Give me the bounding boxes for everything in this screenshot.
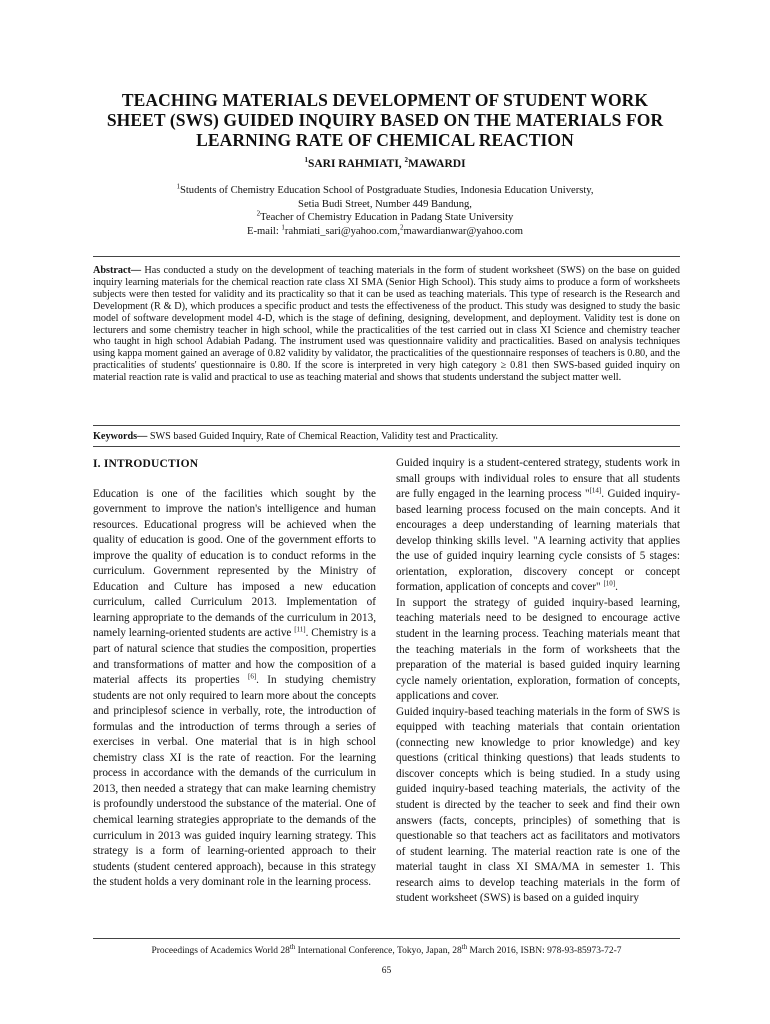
title-line: TEACHING MATERIALS DEVELOPMENT OF STUDENT WORK	[121, 90, 649, 110]
citation: [10]	[603, 579, 616, 588]
footer-ordinal: th	[461, 942, 468, 951]
proceedings-footer	[93, 942, 680, 956]
body-paragraph: In support the strategy of guided inquiry-based learning, teaching materials need to be designed to encourage active student in the learning process. Teaching materials meant that the teaching materials in the form of worksheets that the preparation of the material is based guided inquiry learning cycle namely orientation, exploration, formation of concepts, applications and cover.	[396, 596, 680, 703]
paragraph-text: Guided inquiry is a student-centered strategy, students work in small groups with individual roles to ensure that all students are fully engaged in the learning process "	[396, 457, 680, 501]
left-column	[93, 457, 376, 891]
email-address: mawardianwar@yahoo.com	[403, 225, 523, 237]
footer-divider	[93, 938, 680, 939]
email-marker: 2	[400, 222, 404, 231]
keywords	[93, 431, 680, 442]
author-name: SARI RAHMIATI,	[307, 158, 405, 170]
email-line	[80, 222, 690, 239]
abstract	[93, 265, 680, 384]
paragraph-text: .	[615, 581, 618, 594]
right-column	[396, 456, 680, 907]
author-marker: 1	[304, 156, 308, 165]
title-line: SHEET (SWS) GUIDED INQUIRY BASED ON THE MATERIALS FOR	[106, 110, 664, 130]
affiliation-line	[80, 184, 690, 198]
citation: [14]	[589, 486, 602, 495]
email-label: E-mail:	[247, 225, 282, 237]
affiliation-marker: 2	[256, 209, 261, 218]
affiliation-line	[80, 211, 690, 225]
paragraph-text: . Guided inquiry-based learning process focused on the main concepts. And it encourages a deep understanding of learning materials that develop thinking skills level. "A learning activity that applies the use of guided inquiry learning cycle consists of 5 stages: orientation, exploration, discovery concept or concept formation, application of concepts and cover"	[396, 488, 681, 594]
citation: [11]	[294, 625, 306, 634]
affiliation-marker: 1	[176, 182, 180, 191]
divider	[93, 256, 680, 257]
author-name: MAWARDI	[408, 158, 466, 170]
affiliation-text: Teacher of Chemistry Education in Padang State University	[260, 212, 514, 223]
affiliations	[80, 184, 690, 238]
keywords-text: SWS based Guided Inquiry, Rate of Chemical Reaction, Validity test and Practicality.	[147, 431, 499, 442]
body-paragraph	[396, 456, 680, 596]
section-heading: I. INTRODUCTION	[93, 458, 199, 470]
paragraph-text: . In studying chemistry students are not only required to learn more about the concepts and principlesof science in verbally, rote, the introduction of formulas and the introduction of terms through a series of exercises in verbal. One material that is in high school chemistry class XI is the rate of reaction. For the learning process in accordance with the demands of the curriculum in 2013, then needed a strategy that can make learning chemistry is profoundly understood the substance of the material. One of chemical learning strategies appropriate to the demands of the curriculum in 2013 was guided inquiry learning strategy. This strategy is a form of learning-oriented approach to their students (student centered approach), because in this strategy the student holds a very dominant role in the learning process.	[93, 674, 376, 889]
author-marker: 2	[404, 156, 409, 165]
footer-ordinal: th	[289, 942, 296, 951]
email-address: rahmiati_sari@yahoo.com,	[284, 225, 400, 237]
affiliation-line: Setia Budi Street, Number 449 Bandung,	[298, 198, 472, 210]
body-paragraph: Guided inquiry-based teaching materials in the form of SWS is equipped with teaching materials that contain orientation (connecting new knowledge to prior knowledge) and key questions (critical thinking questions) that leads students to discover concepts which is being studied. In a study using guided inquiry-based teaching materials, the activity of the student is directed by the teacher to seek and find their own answers (facts, concepts, principles) of something that is questionable so that teachers act as facilitators and motivators of student learning. The material reaction rate is one of the material taught in class XI SMA/MA in semester 1. This research aims to develop teaching materials in the form of student worksheet (SWS) is based on a guided inquiry	[396, 705, 680, 905]
paragraph-text: Education is one of the facilities which sought by the government to improve the nation's intelligence and human resources. Educational progress will be achieved when the quality of education is good. One of the government efforts to improve the quality of education is to conduct reforms in the curriculum. Government represented by the Ministry of Education and Culture has imposed a new education curriculum, called Curriculum 2013. Implementation of learning appropriate to the demands of the curriculum in 2013, namely learning-oriented students are active	[93, 487, 376, 640]
footer-text: March 2016, ISBN: 978-93-85973-72-7	[467, 946, 622, 956]
paragraph-text: . Chemistry is a part of natural science that studies the composition, properties and transformations of matter and how the composition of a material affects its properties	[93, 627, 376, 687]
footer-text: International Conference, Tokyo, Japan, 28	[295, 946, 462, 956]
footer-text: Proceedings of Academics World 28	[151, 946, 290, 956]
abstract-label: Abstract—	[93, 265, 142, 276]
divider	[93, 425, 680, 426]
paper-title	[80, 90, 690, 150]
abstract-text: Has conducted a study on the development of teaching materials in the form of student worksheet (SWS) on the base on guided inquiry learning materials for the chemical reaction rate class XI SMA (Senior High School). This study aims to produce a form of worksheets subjects were then tested for validity and its practicality so that it can be used as teaching materials. This type of research is the Research and Development (R & D), which produces a specific product and tests the effectiveness of the product. This study was designed to study the basic model of software development model 4-D, which is the stage of defining, designing, development, and deployment. Validity test is done on lecturers and some chemistry teacher in high school, while the practicalities of the test carried out in class XI Science and chemistry teacher who taught in high school Adabiah Padang. The instrument used was questionnaire validity and practicalities. Based on analysis techniques using kappa moment gained an average of 0.82 validity by validator, the practicalities of the questionnaire responses of teachers is 0.80, and the practicalities of students' questionnaire is 0.80. If the score is interpreted in very high category ≥ 0.81 then SWS-based guided inquiry on material reaction rate is valid and practical to use as teaching material and shows that students understand the subject matter well.	[93, 265, 680, 384]
divider	[93, 446, 680, 447]
body-paragraph	[93, 487, 376, 891]
author-list	[80, 158, 690, 170]
email-marker: 1	[281, 222, 285, 231]
title-line: LEARNING RATE OF CHEMICAL REACTION	[196, 130, 574, 150]
citation: [6]	[247, 672, 257, 681]
page-number: 65	[381, 966, 392, 976]
affiliation-text: Students of Chemistry Education School of Postgraduate Studies, Indonesia Education Universty,	[179, 185, 594, 196]
keywords-label: Keywords—	[93, 431, 148, 442]
